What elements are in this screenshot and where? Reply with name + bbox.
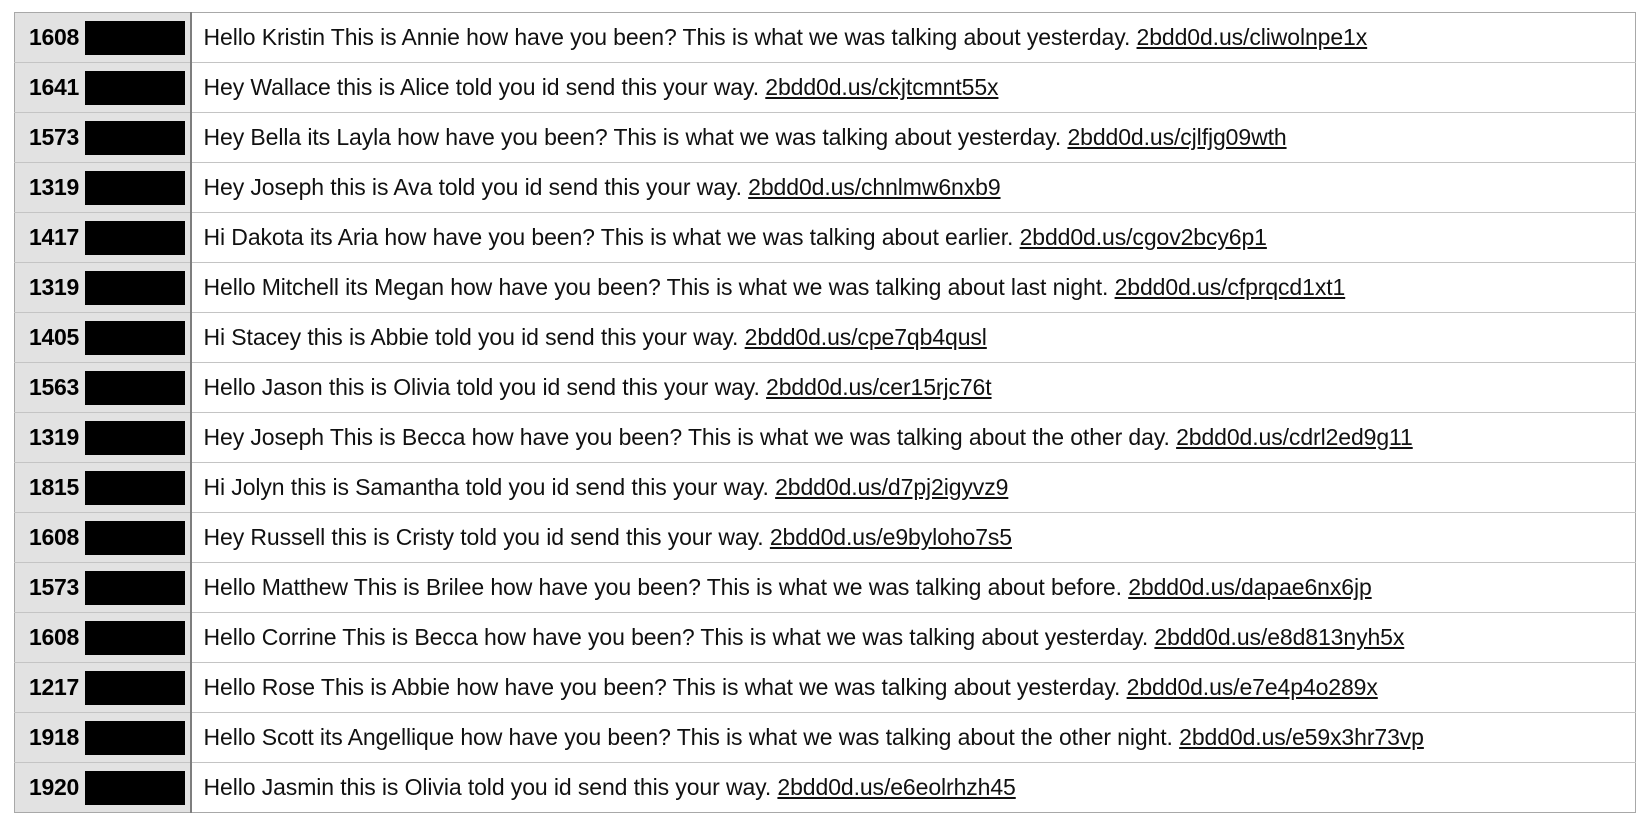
message-link[interactable]: 2bdd0d.us/cliwolnpe1x xyxy=(1136,24,1368,50)
message-cell xyxy=(191,413,1636,463)
message-table-body xyxy=(15,13,1636,813)
redaction-bar xyxy=(85,321,185,355)
redaction-bar xyxy=(85,771,185,805)
phone-prefix: 1417 xyxy=(29,224,79,250)
message-cell xyxy=(191,163,1636,213)
table-row xyxy=(15,13,1636,63)
table-row xyxy=(15,563,1636,613)
message-text: Hey Bella its Layla how have you been? This is what we was talking about yesterday. xyxy=(203,124,1068,150)
message-link[interactable]: 2bdd0d.us/e59x3hr73vp xyxy=(1179,724,1424,750)
table-row xyxy=(15,663,1636,713)
redaction-bar xyxy=(85,421,185,455)
message-cell xyxy=(191,313,1636,363)
redaction-bar xyxy=(85,621,185,655)
redaction-bar xyxy=(85,571,185,605)
phone-prefix: 1608 xyxy=(29,624,79,650)
redaction-bar xyxy=(85,171,185,205)
phone-number-cell xyxy=(15,713,191,763)
table-row xyxy=(15,463,1636,513)
redaction-bar xyxy=(85,271,185,305)
message-text: Hi Jolyn this is Samantha told you id send this your way. xyxy=(203,474,776,500)
message-text: Hey Russell this is Cristy told you id send this your way. xyxy=(203,524,770,550)
message-link[interactable]: 2bdd0d.us/e9byloho7s5 xyxy=(769,524,1012,550)
message-link[interactable]: 2bdd0d.us/ckjtcmnt55x xyxy=(765,74,999,100)
message-link[interactable]: 2bdd0d.us/cjlfjg09wth xyxy=(1067,124,1287,150)
message-link[interactable]: 2bdd0d.us/e7e4p4o289x xyxy=(1126,674,1378,700)
message-cell xyxy=(191,363,1636,413)
phone-prefix: 1573 xyxy=(29,124,79,150)
phone-prefix: 1918 xyxy=(29,724,79,750)
message-cell xyxy=(191,113,1636,163)
message-cell xyxy=(191,513,1636,563)
phone-prefix: 1217 xyxy=(29,674,79,700)
message-link[interactable]: 2bdd0d.us/cgov2bcy6p1 xyxy=(1019,224,1267,250)
table-row xyxy=(15,63,1636,113)
message-text: Hey Joseph this is Ava told you id send this your way. xyxy=(203,174,749,200)
phone-number-cell xyxy=(15,263,191,313)
table-row xyxy=(15,263,1636,313)
redaction-bar xyxy=(85,121,185,155)
message-cell xyxy=(191,463,1636,513)
table-row xyxy=(15,713,1636,763)
phone-number-cell xyxy=(15,513,191,563)
message-link[interactable]: 2bdd0d.us/e8d813nyh5x xyxy=(1154,624,1405,650)
message-link[interactable]: 2bdd0d.us/dapae6nx6jp xyxy=(1128,574,1372,600)
table-row xyxy=(15,363,1636,413)
message-cell xyxy=(191,213,1636,263)
redaction-bar xyxy=(85,71,185,105)
message-table xyxy=(14,12,1636,813)
message-cell xyxy=(191,763,1636,813)
message-text: Hello Kristin This is Annie how have you been? This is what we was talking about yesterday. xyxy=(203,24,1137,50)
phone-prefix: 1405 xyxy=(29,324,79,350)
redaction-bar xyxy=(85,721,185,755)
phone-number-cell xyxy=(15,163,191,213)
phone-prefix: 1563 xyxy=(29,374,79,400)
phone-number-cell xyxy=(15,363,191,413)
message-cell xyxy=(191,663,1636,713)
message-text: Hello Scott its Angellique how have you been? This is what we was talking about the other night. xyxy=(203,724,1180,750)
redaction-bar xyxy=(85,371,185,405)
phone-number-cell xyxy=(15,563,191,613)
table-row xyxy=(15,113,1636,163)
phone-number-cell xyxy=(15,413,191,463)
phone-number-cell xyxy=(15,63,191,113)
message-text: Hello Rose This is Abbie how have you been? This is what we was talking about yesterday. xyxy=(203,674,1127,700)
message-text: Hey Joseph This is Becca how have you been? This is what we was talking about the other day. xyxy=(203,424,1177,450)
message-text: Hello Jasmin this is Olivia told you id send this your way. xyxy=(203,774,778,800)
message-cell xyxy=(191,563,1636,613)
phone-number-cell xyxy=(15,113,191,163)
phone-prefix: 1815 xyxy=(29,474,79,500)
phone-prefix: 1608 xyxy=(29,24,79,50)
message-text: Hi Dakota its Aria how have you been? This is what we was talking about earlier. xyxy=(203,224,1020,250)
phone-prefix: 1608 xyxy=(29,524,79,550)
redaction-bar xyxy=(85,21,185,55)
table-row xyxy=(15,163,1636,213)
phone-number-cell xyxy=(15,13,191,63)
phone-prefix: 1920 xyxy=(29,774,79,800)
table-row xyxy=(15,313,1636,363)
message-link[interactable]: 2bdd0d.us/cpe7qb4qusl xyxy=(744,324,987,350)
message-cell xyxy=(191,13,1636,63)
table-row xyxy=(15,413,1636,463)
message-cell xyxy=(191,613,1636,663)
message-link[interactable]: 2bdd0d.us/d7pj2igyvz9 xyxy=(775,474,1009,500)
phone-prefix: 1319 xyxy=(29,174,79,200)
message-link[interactable]: 2bdd0d.us/cer15rjc76t xyxy=(766,374,992,400)
phone-prefix: 1319 xyxy=(29,274,79,300)
table-row xyxy=(15,213,1636,263)
phone-number-cell xyxy=(15,663,191,713)
redaction-bar xyxy=(85,471,185,505)
table-row xyxy=(15,613,1636,663)
phone-prefix: 1319 xyxy=(29,424,79,450)
redaction-bar xyxy=(85,671,185,705)
message-cell xyxy=(191,713,1636,763)
message-link[interactable]: 2bdd0d.us/e6eolrhzh45 xyxy=(777,774,1016,800)
phone-number-cell xyxy=(15,763,191,813)
phone-number-cell xyxy=(15,613,191,663)
phone-prefix: 1641 xyxy=(29,74,79,100)
message-link[interactable]: 2bdd0d.us/chnlmw6nxb9 xyxy=(748,174,1001,200)
redaction-bar xyxy=(85,221,185,255)
table-row xyxy=(15,513,1636,563)
message-text: Hello Matthew This is Brilee how have you been? This is what we was talking about before. xyxy=(203,574,1129,600)
message-text: Hi Stacey this is Abbie told you id send this your way. xyxy=(203,324,745,350)
phone-number-cell xyxy=(15,213,191,263)
message-link[interactable]: 2bdd0d.us/cfprqcd1xt1 xyxy=(1114,274,1346,300)
phone-number-cell xyxy=(15,313,191,363)
message-cell xyxy=(191,63,1636,113)
message-text: Hello Jason this is Olivia told you id send this your way. xyxy=(203,374,767,400)
redaction-bar xyxy=(85,521,185,555)
message-cell xyxy=(191,263,1636,313)
message-text: Hello Mitchell its Megan how have you been? This is what we was talking about last night. xyxy=(203,274,1115,300)
message-text: Hey Wallace this is Alice told you id send this your way. xyxy=(203,74,766,100)
phone-prefix: 1573 xyxy=(29,574,79,600)
table-row xyxy=(15,763,1636,813)
phone-number-cell xyxy=(15,463,191,513)
message-text: Hello Corrine This is Becca how have you been? This is what we was talking about yesterday. xyxy=(203,624,1155,650)
message-link[interactable]: 2bdd0d.us/cdrl2ed9g11 xyxy=(1176,424,1413,450)
